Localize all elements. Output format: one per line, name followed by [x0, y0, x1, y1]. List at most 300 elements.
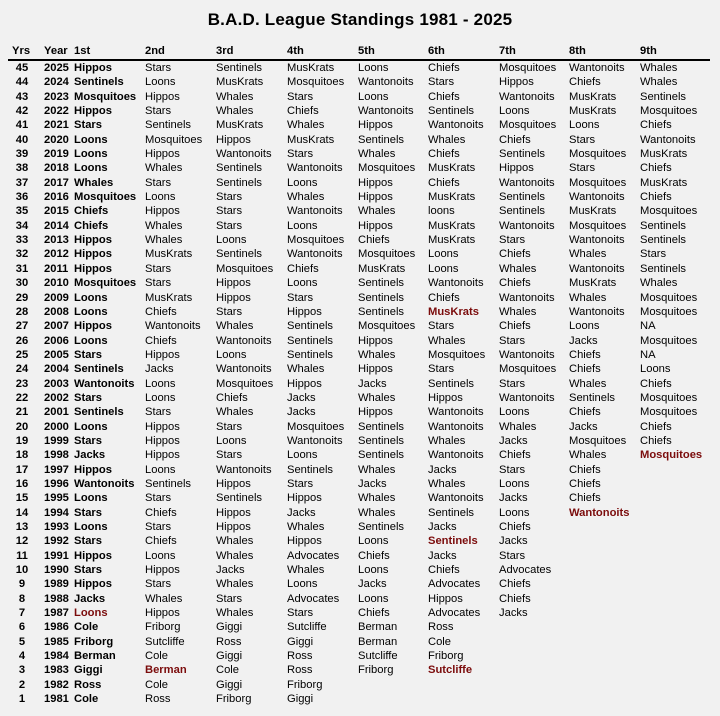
place-4-cell: Sentinels [287, 334, 334, 347]
place-7-cell: Chiefs [499, 133, 531, 146]
place-9-cell [640, 678, 710, 692]
header-1st: 1st [74, 44, 145, 60]
yrs-cell: 20 [15, 420, 29, 433]
table-row [8, 520, 710, 534]
year-cell: 2020 [44, 133, 69, 146]
place-1-cell: Hippos [74, 234, 112, 247]
place-5-cell: Loons [358, 564, 389, 577]
table-row [8, 491, 710, 505]
place-1-cell: Chiefs [74, 219, 109, 232]
place-1-cell: Jacks [74, 592, 106, 605]
place-6-cell: MusKrats [428, 191, 476, 204]
place-5-cell: Wantonoits [358, 76, 414, 89]
place-6-cell: Chiefs [428, 62, 460, 74]
place-1-cell: Hippos [74, 248, 112, 261]
place-6-cell: Sentinels [428, 377, 475, 390]
place-9-cell [640, 592, 710, 606]
place-5-cell: Hippos [358, 191, 393, 204]
place-4-cell: Whales [287, 521, 325, 533]
place-5-cell: Berman [358, 621, 398, 634]
place-3-cell: MusKrats [216, 76, 264, 89]
place-9-cell: Mosquitoes [640, 391, 698, 404]
place-4-cell: Whales [287, 119, 325, 132]
table-row [8, 420, 710, 434]
place-8-cell: Wantonoits [569, 305, 625, 318]
place-7-cell: Loons [499, 406, 530, 419]
place-5-cell: Sentinels [358, 277, 405, 290]
place-9-cell: Wantonoits [640, 133, 696, 146]
table-row [8, 434, 710, 448]
place-2-cell: Loons [145, 377, 176, 390]
place-7-cell: Stars [499, 334, 526, 347]
place-5-cell: Loons [358, 592, 389, 605]
place-5-cell: Sentinels [358, 305, 405, 318]
place-8-cell [569, 649, 640, 663]
place-2-cell: Loons [145, 191, 176, 204]
place-7-cell: Whales [499, 262, 537, 275]
yrs-cell: 8 [18, 592, 26, 605]
place-4-cell: Wantonoits [287, 248, 343, 261]
place-2-cell: Hippos [145, 449, 180, 462]
place-1-cell: Hippos [74, 105, 112, 118]
place-8-cell: MusKrats [569, 90, 617, 103]
place-1-cell: Loons [74, 305, 108, 318]
place-1-cell: Stars [74, 535, 102, 548]
place-1-cell: Loons [74, 133, 108, 146]
place-3-cell: Giggi [216, 621, 243, 634]
yrs-cell: 25 [15, 348, 29, 361]
yrs-cell: 23 [15, 377, 29, 390]
year-cell: 2011 [44, 262, 69, 275]
place-6-cell: Chiefs [428, 176, 460, 189]
place-2-cell: Loons [145, 463, 176, 476]
table-row [8, 204, 710, 218]
place-7-cell: Wantonoits [499, 348, 555, 361]
yrs-cell: 43 [15, 90, 29, 103]
place-4-cell: Advocates [287, 549, 340, 562]
place-3-cell: Friborg [216, 693, 252, 706]
place-4-cell: Stars [287, 607, 314, 620]
year-cell: 2025 [44, 62, 69, 74]
place-8-cell: Chiefs [569, 477, 601, 490]
place-6-cell: Loons [428, 248, 459, 261]
place-3-cell: Sentinels [216, 62, 263, 74]
place-1-cell: Mosquitoes [74, 191, 137, 204]
yrs-cell: 32 [15, 248, 29, 261]
year-cell: 1984 [44, 650, 69, 663]
place-5-cell: Chiefs [358, 607, 390, 620]
place-9-cell [640, 563, 710, 577]
place-7-cell [499, 635, 569, 649]
place-6-cell: Sentinels [428, 506, 475, 519]
table-row [8, 549, 710, 563]
place-6-cell: Wantonoits [428, 119, 484, 132]
table-row [8, 133, 710, 147]
header-4th: 4th [287, 44, 358, 60]
year-cell: 1989 [44, 578, 69, 591]
place-1-cell: Loons [74, 148, 108, 161]
place-9-cell: Sentinels [640, 90, 687, 103]
place-1-cell: Hippos [74, 578, 112, 591]
place-1-cell: Whales [74, 176, 114, 189]
place-6-cell: Wantonoits [428, 449, 484, 462]
place-9-cell: Mosquitoes [640, 105, 698, 118]
year-cell: 1983 [44, 664, 69, 677]
place-4-cell: Sentinels [287, 348, 334, 361]
place-9-cell: Loons [640, 363, 671, 376]
place-3-cell: Hippos [216, 291, 251, 304]
year-cell: 1988 [44, 592, 69, 605]
place-1-cell: Mosquitoes [74, 90, 137, 103]
year-cell: 1987 [44, 607, 69, 620]
place-1-cell: Sentinels [74, 406, 124, 419]
place-7-cell [499, 649, 569, 663]
place-6-cell [428, 678, 499, 692]
place-6-cell: Chiefs [428, 90, 460, 103]
yrs-cell: 40 [15, 133, 29, 146]
place-3-cell: Stars [216, 219, 243, 232]
place-1-cell: Jacks [74, 449, 106, 462]
place-3-cell: Sentinels [216, 162, 263, 175]
place-1-cell: Loons [74, 162, 108, 175]
place-2-cell: Hippos [145, 148, 180, 161]
table-row [8, 377, 710, 391]
place-8-cell [569, 592, 640, 606]
yrs-cell: 17 [15, 463, 29, 476]
place-8-cell: Chiefs [569, 492, 601, 505]
place-7-cell: Wantonoits [499, 291, 555, 304]
place-7-cell: Advocates [499, 564, 552, 577]
table-row [8, 334, 710, 348]
place-5-cell: Hippos [358, 119, 393, 132]
place-3-cell: Hippos [216, 277, 251, 290]
place-5-cell: Hippos [358, 219, 393, 232]
table-row [8, 75, 710, 89]
year-cell: 2024 [44, 76, 69, 89]
place-4-cell: Ross [287, 664, 313, 677]
place-8-cell: Jacks [569, 420, 598, 433]
header-3rd: 3rd [216, 44, 287, 60]
year-cell: 2002 [44, 391, 69, 404]
place-8-cell: Whales [569, 291, 607, 304]
place-8-cell: Jacks [569, 334, 598, 347]
place-2-cell: Chiefs [145, 305, 177, 318]
yrs-cell: 30 [15, 277, 29, 290]
place-8-cell [569, 534, 640, 548]
table-row [8, 506, 710, 520]
place-3-cell: Hippos [216, 133, 251, 146]
place-4-cell: Loons [287, 176, 318, 189]
yrs-cell: 5 [18, 635, 26, 648]
place-8-cell: Stars [569, 133, 596, 146]
place-2-cell: Mosquitoes [145, 133, 203, 146]
place-8-cell: MusKrats [569, 277, 617, 290]
place-2-cell: Whales [145, 162, 183, 175]
place-3-cell: Giggi [216, 650, 243, 663]
place-9-cell [640, 549, 710, 563]
place-4-cell: Mosquitoes [287, 234, 345, 247]
place-4-cell: Loons [287, 449, 318, 462]
place-5-cell: Whales [358, 348, 396, 361]
place-4-cell: Wantonoits [287, 205, 343, 218]
place-2-cell: Stars [145, 176, 172, 189]
place-1-cell: Loons [74, 521, 108, 533]
place-2-cell: Hippos [145, 607, 180, 620]
place-1-cell: Stars [74, 564, 102, 577]
place-2-cell: Chiefs [145, 535, 177, 548]
place-6-cell: Chiefs [428, 564, 460, 577]
place-6-cell: Wantonoits [428, 492, 484, 505]
place-7-cell: Stars [499, 377, 526, 390]
place-2-cell: Loons [145, 391, 176, 404]
place-3-cell: Whales [216, 90, 254, 103]
place-7-cell [499, 678, 569, 692]
place-7-cell [499, 620, 569, 634]
place-7-cell [499, 663, 569, 677]
place-6-cell: Wantonoits [428, 420, 484, 433]
yrs-cell: 36 [15, 191, 29, 204]
place-4-cell: Stars [287, 148, 314, 161]
place-6-cell: Advocates [428, 578, 481, 591]
place-6-cell: Jacks [428, 521, 457, 533]
place-8-cell: Whales [569, 449, 607, 462]
place-8-cell: Wantonoits [569, 262, 625, 275]
place-2-cell: Stars [145, 262, 172, 275]
place-1-cell: Loons [74, 607, 108, 620]
place-7-cell: Chiefs [499, 521, 531, 533]
yrs-cell: 39 [15, 148, 29, 161]
place-8-cell [569, 692, 640, 706]
place-5-cell: Mosquitoes [358, 162, 416, 175]
place-9-cell [640, 506, 710, 520]
place-2-cell: Friborg [145, 621, 181, 634]
place-4-cell: Loons [287, 277, 318, 290]
place-6-cell: Whales [428, 334, 466, 347]
place-6-cell: Wantonoits [428, 406, 484, 419]
place-2-cell: MusKrats [145, 291, 193, 304]
table-row [8, 463, 710, 477]
yrs-cell: 28 [15, 305, 29, 318]
place-1-cell: Wantonoits [74, 477, 135, 490]
place-3-cell: Stars [216, 305, 243, 318]
header-6th: 6th [428, 44, 499, 60]
place-5-cell: Sentinels [358, 434, 405, 447]
place-5-cell: Mosquitoes [358, 248, 416, 261]
place-3-cell: Ross [216, 635, 242, 648]
place-2-cell: Stars [145, 521, 172, 533]
place-3-cell: Stars [216, 592, 243, 605]
place-1-cell: Stars [74, 119, 102, 132]
table-row [8, 319, 710, 333]
place-2-cell: Wantonoits [145, 320, 201, 333]
place-8-cell [569, 620, 640, 634]
place-9-cell [640, 520, 710, 534]
place-9-cell [640, 463, 710, 477]
place-8-cell: Whales [569, 377, 607, 390]
place-9-cell [640, 491, 710, 505]
place-7-cell: Sentinels [499, 148, 546, 161]
place-9-cell [640, 606, 710, 620]
yrs-cell: 21 [15, 406, 29, 419]
place-6-cell: MusKrats [428, 162, 476, 175]
place-4-cell: Chiefs [287, 262, 319, 275]
place-4-cell: Hippos [287, 377, 322, 390]
place-7-cell: Jacks [499, 607, 528, 620]
place-6-cell: Cole [428, 635, 452, 648]
place-2-cell: Stars [145, 277, 172, 290]
yrs-cell: 33 [15, 234, 29, 247]
place-8-cell: Chiefs [569, 348, 601, 361]
place-8-cell: Wantonoits [569, 191, 625, 204]
place-9-cell: Chiefs [640, 434, 672, 447]
place-7-cell: Mosquitoes [499, 62, 557, 74]
place-7-cell: Chiefs [499, 320, 531, 333]
place-6-cell: Stars [428, 363, 455, 376]
header-7th: 7th [499, 44, 569, 60]
table-row [8, 663, 710, 677]
place-6-cell: Whales [428, 133, 466, 146]
place-8-cell [569, 678, 640, 692]
place-6-cell: Friborg [428, 650, 464, 663]
place-5-cell: Loons [358, 62, 389, 74]
place-6-cell: MusKrats [428, 305, 479, 318]
table-row [8, 592, 710, 606]
place-5-cell: Sentinels [358, 521, 405, 533]
place-3-cell: Stars [216, 191, 243, 204]
place-4-cell: Sutcliffe [287, 621, 327, 634]
place-1-cell: Hippos [74, 549, 112, 562]
place-4-cell: Mosquitoes [287, 420, 345, 433]
yrs-cell: 42 [15, 105, 29, 118]
place-2-cell: Sentinels [145, 477, 192, 490]
year-cell: 2018 [44, 162, 69, 175]
year-cell: 2021 [44, 119, 69, 132]
place-1-cell: Hippos [74, 320, 112, 333]
place-6-cell: Wantonoits [428, 277, 484, 290]
place-1-cell: Giggi [74, 664, 103, 677]
place-7-cell: Whales [499, 420, 537, 433]
year-cell: 1996 [44, 477, 69, 490]
place-7-cell: Loons [499, 477, 530, 490]
place-8-cell: Chiefs [569, 76, 601, 89]
place-2-cell: Cole [145, 678, 169, 691]
place-9-cell: Mosquitoes [640, 305, 698, 318]
place-7-cell: Mosquitoes [499, 363, 557, 376]
table-row [8, 635, 710, 649]
yrs-cell: 9 [18, 578, 26, 591]
place-4-cell: Jacks [287, 391, 316, 404]
table-row [8, 606, 710, 620]
place-8-cell: Mosquitoes [569, 176, 627, 189]
place-9-cell: Sentinels [640, 262, 687, 275]
place-6-cell: Sentinels [428, 105, 475, 118]
place-2-cell: Whales [145, 234, 183, 247]
table-row [8, 405, 710, 419]
table-row [8, 563, 710, 577]
place-9-cell [640, 534, 710, 548]
place-3-cell: Sentinels [216, 492, 263, 505]
year-cell: 1981 [44, 693, 69, 706]
place-1-cell: Loons [74, 420, 108, 433]
page-title: B.A.D. League Standings 1981 - 2025 [207, 10, 513, 29]
place-7-cell: Loons [499, 105, 530, 118]
place-8-cell [569, 635, 640, 649]
place-4-cell: Loons [287, 219, 318, 232]
place-2-cell: Loons [145, 549, 176, 562]
place-3-cell: Jacks [216, 564, 245, 577]
year-cell: 1992 [44, 535, 69, 548]
place-9-cell: Sentinels [640, 219, 687, 232]
place-5-cell: Whales [358, 492, 396, 505]
year-cell: 2000 [44, 420, 69, 433]
header-yrs: Yrs [8, 44, 36, 60]
place-5-cell: Chiefs [358, 234, 390, 247]
place-2-cell: Whales [145, 219, 183, 232]
place-2-cell: Cole [145, 650, 169, 663]
table-row [8, 147, 710, 161]
place-6-cell [428, 692, 499, 706]
yrs-cell: 26 [15, 334, 29, 347]
place-8-cell: Wantonoits [569, 234, 625, 247]
place-9-cell: Whales [640, 76, 678, 89]
place-9-cell: Sentinels [640, 234, 687, 247]
year-cell: 1995 [44, 492, 69, 505]
place-2-cell: Stars [145, 406, 172, 419]
place-2-cell: Hippos [145, 564, 180, 577]
place-7-cell: Mosquitoes [499, 119, 557, 132]
year-cell: 2010 [44, 277, 69, 290]
table-row [8, 219, 710, 233]
place-7-cell: Chiefs [499, 578, 531, 591]
place-7-cell: Sentinels [499, 191, 546, 204]
yrs-cell: 27 [15, 320, 29, 333]
table-row [8, 262, 710, 276]
yrs-cell: 29 [15, 291, 29, 304]
place-2-cell: Stars [145, 105, 172, 118]
place-4-cell: Hippos [287, 305, 322, 318]
place-6-cell: Stars [428, 320, 455, 333]
place-6-cell: Ross [428, 621, 454, 634]
place-9-cell: Chiefs [640, 191, 672, 204]
yrs-cell: 24 [15, 363, 29, 376]
yrs-cell: 1 [18, 693, 26, 706]
place-3-cell: Stars [216, 205, 243, 218]
year-cell: 2007 [44, 320, 69, 333]
place-7-cell: Chiefs [499, 449, 531, 462]
place-3-cell: Hippos [216, 521, 251, 533]
header-9th: 9th [640, 44, 710, 60]
yrs-cell: 4 [18, 650, 26, 663]
year-cell: 1986 [44, 621, 69, 634]
place-3-cell: MusKrats [216, 119, 264, 132]
place-1-cell: Stars [74, 391, 102, 404]
place-4-cell: Jacks [287, 406, 316, 419]
table-row [8, 60, 710, 75]
place-2-cell: Sutcliffe [145, 635, 185, 648]
place-6-cell: Loons [428, 262, 459, 275]
table-row [8, 161, 710, 175]
place-3-cell: Wantonoits [216, 148, 272, 161]
place-4-cell: Jacks [287, 506, 316, 519]
year-cell: 2017 [44, 176, 69, 189]
place-3-cell: Cole [216, 664, 240, 677]
place-6-cell: Chiefs [428, 291, 460, 304]
place-5-cell: Hippos [358, 406, 393, 419]
table-row [8, 176, 710, 190]
place-5-cell: Sentinels [358, 449, 405, 462]
place-9-cell: Whales [640, 277, 678, 290]
place-9-cell: MusKrats [640, 176, 688, 189]
